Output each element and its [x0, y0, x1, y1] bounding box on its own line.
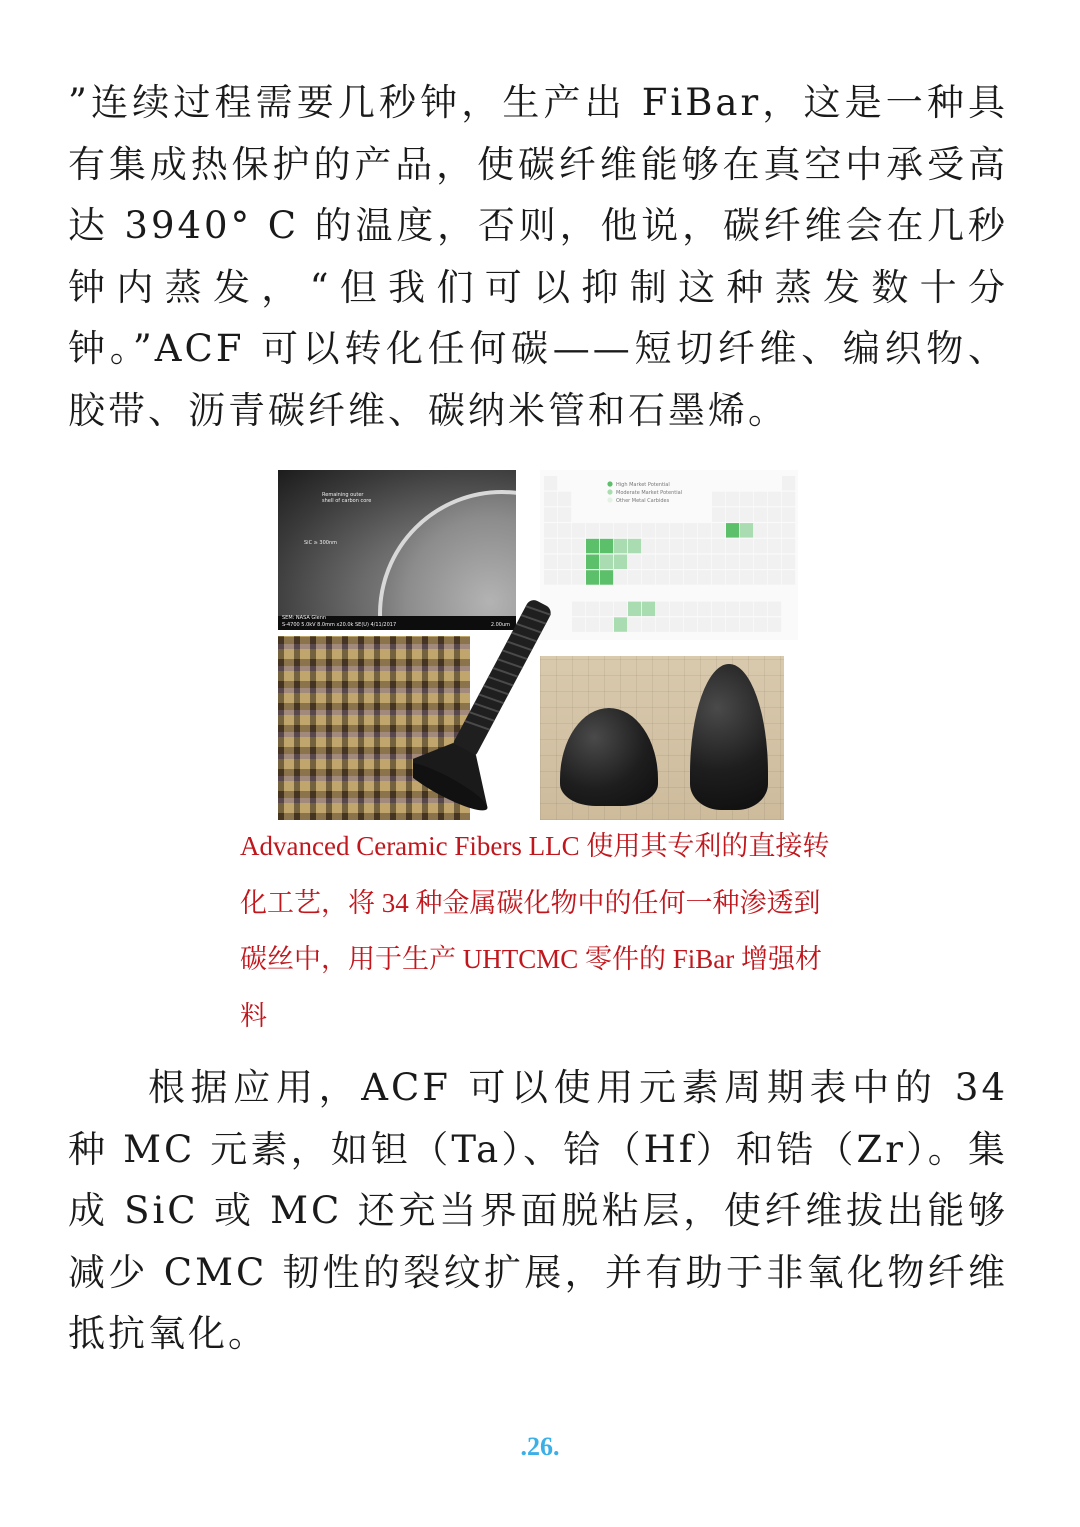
periodic-cell [656, 555, 669, 570]
periodic-cell [586, 555, 599, 570]
periodic-cell [614, 602, 627, 617]
periodic-cell [642, 602, 655, 617]
legend-label: High Market Potential [616, 482, 670, 488]
sem-label-outer-shell: Remaining outer shell of carbon core [322, 492, 372, 504]
periodic-cell [670, 555, 683, 570]
page-number: .26. [520, 1432, 560, 1461]
periodic-cell [726, 570, 739, 585]
periodic-cell [558, 492, 571, 507]
periodic-cell [684, 539, 697, 554]
periodic-cell [628, 617, 641, 632]
periodic-cell [768, 602, 781, 617]
periodic-cell [698, 617, 711, 632]
periodic-cell [782, 539, 795, 554]
periodic-cell [656, 570, 669, 585]
periodic-cell [614, 570, 627, 585]
legend-label: Other Metal Carbides [616, 498, 670, 504]
periodic-cell [614, 617, 627, 632]
periodic-cell [600, 602, 613, 617]
periodic-cell [726, 602, 739, 617]
periodic-cell [600, 617, 613, 632]
periodic-cell [782, 555, 795, 570]
paragraph-1: ”连续过程需要几秒钟，生产出 FiBar，这是一种具有集成热保护的产品，使碳纤维能够在真空中承受高达 3940° C 的温度，否则，他说，碳纤维会在几秒钟内蒸发，“但我们可以抑制这种蒸发数十分钟。”ACF 可以转化任何碳——短切纤维、编织物、胶带、沥青碳纤维、碳纳米管和石墨烯。 [68, 81, 1008, 432]
periodic-cell [628, 523, 641, 538]
periodic-cell [628, 539, 641, 554]
periodic-cell [684, 523, 697, 538]
periodic-cell [684, 570, 697, 585]
periodic-cell [712, 507, 725, 522]
periodic-cell [782, 523, 795, 538]
periodic-cell [656, 617, 669, 632]
periodic-cell [642, 539, 655, 554]
periodic-cell [670, 539, 683, 554]
paragraph-2: 根据应用，ACF 可以使用元素周期表中的 34 种 MC 元素，如钽（Ta）、铪（Hf）和锆（Zr）。集成 SiC 或 MC 还充当界面脱粘层，使纤维拔出能够减少 CMC 韧性的裂纹扩展，并有助于非氧化物纤维抵抗氧化。 [68, 1066, 1008, 1355]
periodic-cell [740, 507, 753, 522]
periodic-cell [544, 507, 557, 522]
periodic-cell [698, 539, 711, 554]
periodic-cell [558, 570, 571, 585]
periodic-cell [656, 523, 669, 538]
ceramic-cones-image [540, 656, 784, 820]
periodic-cell [740, 539, 753, 554]
periodic-cell [740, 602, 753, 617]
periodic-cell [544, 476, 557, 491]
periodic-cell [712, 539, 725, 554]
periodic-cell [544, 570, 557, 585]
periodic-cell [586, 523, 599, 538]
periodic-cell [614, 539, 627, 554]
periodic-cell [558, 555, 571, 570]
tall-cone [690, 664, 768, 810]
periodic-cell [600, 539, 613, 554]
periodic-cell [698, 555, 711, 570]
periodic-cell [642, 570, 655, 585]
periodic-cell [698, 570, 711, 585]
periodic-table-image [540, 470, 798, 640]
periodic-cell [754, 570, 767, 585]
periodic-cell [684, 617, 697, 632]
periodic-cell [572, 555, 585, 570]
periodic-cell [712, 555, 725, 570]
periodic-cell [712, 570, 725, 585]
legend-marker-moderate [607, 489, 612, 494]
periodic-cell [768, 539, 781, 554]
periodic-cell [558, 507, 571, 522]
periodic-cell [558, 539, 571, 554]
periodic-cell [586, 617, 599, 632]
periodic-cell [628, 555, 641, 570]
periodic-cell [768, 555, 781, 570]
periodic-cell [572, 539, 585, 554]
periodic-cell [670, 602, 683, 617]
figure-acf-products [278, 470, 798, 820]
periodic-cell [544, 539, 557, 554]
periodic-cell [544, 523, 557, 538]
periodic-cell [712, 617, 725, 632]
sem-label-scale: 2.00um [490, 622, 510, 628]
periodic-cell [768, 507, 781, 522]
sem-label-sic: SiC ≥ 300nm [304, 540, 338, 546]
periodic-cell [768, 570, 781, 585]
periodic-cell [740, 492, 753, 507]
periodic-cell [740, 523, 753, 538]
periodic-cell [768, 492, 781, 507]
periodic-cell [628, 570, 641, 585]
periodic-cell [642, 617, 655, 632]
legend-marker-high [607, 481, 612, 486]
sem-label-settings: S-4700 5.0kV 8.0mm x20.0k SE(U) 4/11/2017 [282, 622, 397, 628]
periodic-cell [768, 617, 781, 632]
legend-marker-other [607, 497, 612, 502]
periodic-cell [754, 602, 767, 617]
periodic-cell [726, 555, 739, 570]
sem-label-credit: SEM: NASA Glenn [282, 615, 327, 621]
periodic-cell [586, 602, 599, 617]
periodic-cell [544, 555, 557, 570]
periodic-cell [586, 570, 599, 585]
periodic-cell [642, 555, 655, 570]
periodic-cell [572, 570, 585, 585]
periodic-cell [712, 492, 725, 507]
periodic-cell [670, 523, 683, 538]
blunt-cone [560, 708, 658, 806]
periodic-cell [782, 492, 795, 507]
periodic-cell [670, 570, 683, 585]
periodic-cell [782, 507, 795, 522]
periodic-cell [614, 523, 627, 538]
periodic-cell [712, 523, 725, 538]
periodic-cell [698, 523, 711, 538]
periodic-cell [670, 617, 683, 632]
periodic-cell [642, 523, 655, 538]
periodic-cell [726, 617, 739, 632]
legend-label: Moderate Market Potential [616, 490, 683, 496]
periodic-cell [544, 492, 557, 507]
periodic-cell [600, 523, 613, 538]
periodic-cell [656, 602, 669, 617]
periodic-cell [572, 602, 585, 617]
periodic-cell [600, 555, 613, 570]
periodic-cell [684, 555, 697, 570]
periodic-cell [768, 523, 781, 538]
periodic-cell [558, 523, 571, 538]
periodic-cell [782, 476, 795, 491]
periodic-cell [698, 602, 711, 617]
periodic-cell [572, 617, 585, 632]
periodic-cell [740, 617, 753, 632]
periodic-cell [726, 507, 739, 522]
periodic-cell [754, 523, 767, 538]
periodic-cell [754, 492, 767, 507]
periodic-cell [572, 523, 585, 538]
periodic-cell [726, 539, 739, 554]
figure-caption: Advanced Ceramic Fibers LLC 使用其专利的直接转化工艺，将 34 种金属碳化物中的任何一种渗透到碳丝中，用于生产 UHTCMC 零件的 FiBar 增强材料 [240, 831, 830, 1031]
periodic-cell [740, 555, 753, 570]
periodic-cell [628, 602, 641, 617]
periodic-cell [754, 617, 767, 632]
periodic-cell [614, 555, 627, 570]
periodic-cell [754, 507, 767, 522]
periodic-cell [740, 570, 753, 585]
periodic-cell [656, 539, 669, 554]
periodic-cell [712, 602, 725, 617]
periodic-cell [782, 570, 795, 585]
periodic-cell [754, 539, 767, 554]
periodic-cell [754, 555, 767, 570]
periodic-cell [600, 570, 613, 585]
periodic-cell [726, 523, 739, 538]
periodic-cell [726, 492, 739, 507]
periodic-cell [684, 602, 697, 617]
periodic-cell [586, 539, 599, 554]
periodic-table-grid [540, 470, 798, 640]
